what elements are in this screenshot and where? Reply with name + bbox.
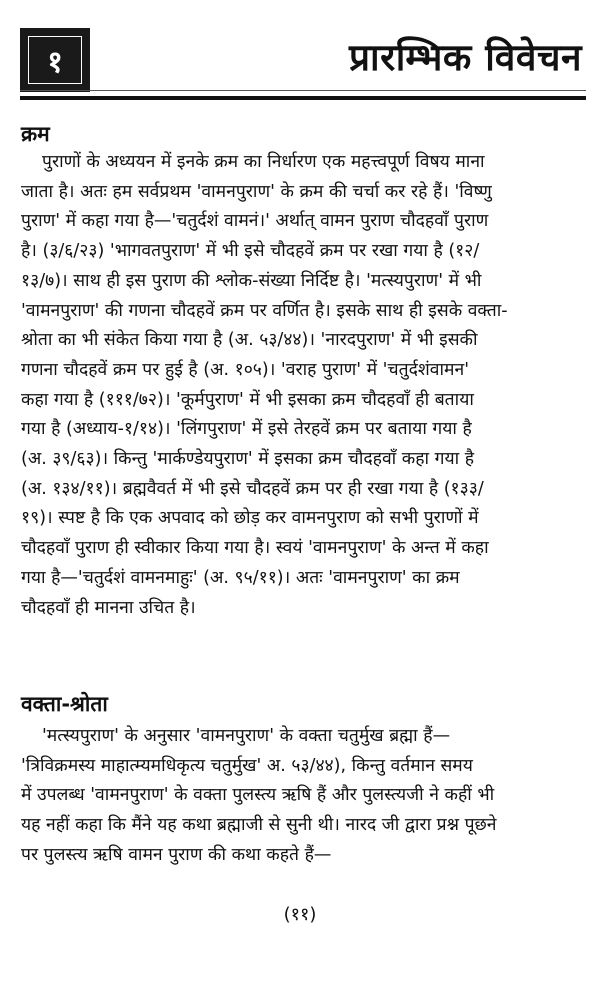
- paragraph-line: चौदहवाँ पुराण ही स्वीकार किया गया है। स्वयं 'वामनपुराण' के अन्त में कहा: [21, 538, 489, 559]
- section-body-krama: [21, 148, 588, 623]
- paragraph-line: 'वामनपुराण' की गणना चौदहवें क्रम पर वर्णित है। इसके साथ ही इसके वक्ता-: [21, 300, 508, 321]
- section-heading-vakta-shrota: वक्ता-श्रोता: [21, 692, 108, 716]
- section-heading-krama: क्रम: [21, 122, 50, 146]
- paragraph-line: (अ. ३९/६३)। किन्तु 'मार्कण्डेयपुराण' में इसका क्रम चौदहवाँ कहा गया है: [21, 449, 474, 470]
- paragraph-line: गणना चौदहवें क्रम पर हुई है (अ. १०५)। 'वराह पुराण' में 'चतुर्दशंवामन': [21, 359, 470, 380]
- paragraph-line: पुराणों के अध्ययन में इनके क्रम का निर्धारण एक महत्त्वपूर्ण विषय माना: [42, 152, 485, 172]
- page-number: (११): [283, 904, 317, 925]
- paragraph-line: (अ. १३४/११)। ब्रह्मवैवर्त में भी इसे चौदहवें क्रम पर ही रखा गया है (१३३/: [21, 478, 484, 499]
- header-divider: [20, 96, 586, 100]
- paragraph-line: 'त्रिविक्रमस्य माहात्म्यमधिकृत्य चतुर्मुख' अ. ५३/४४), किन्तु वर्तमान समय: [21, 755, 473, 776]
- paragraph-line: गया है (अध्याय-१/१४)। 'लिंगपुराण' में इसे तेरहवें क्रम पर बताया गया है: [21, 419, 472, 440]
- chapter-title: प्रारम्भिक विवेचन: [348, 36, 582, 79]
- paragraph-line: में उपलब्ध 'वामनपुराण' के वक्ता पुलस्त्य ऋषि हैं और पुलस्त्यजी ने कहीं भी: [21, 785, 495, 806]
- paragraph-line: १९)। स्पष्ट है कि एक अपवाद को छोड़ कर वामनपुराण को सभी पुराणों में: [21, 508, 479, 529]
- page-header: [20, 20, 586, 100]
- chapter-number: १: [28, 36, 82, 84]
- header-divider-thin: [20, 90, 586, 91]
- paragraph-line: चौदहवाँ ही मानना उचित है।: [21, 597, 196, 618]
- paragraph-line: है। (३/६/२३) 'भागवतपुराण' में भी इसे चौदहवें क्रम पर रखा गया है (१२/: [21, 241, 480, 262]
- paragraph-line: जाता है। अतः हम सर्वप्रथम 'वामनपुराण' के क्रम की चर्चा कर रहे हैं। 'विष्णु: [21, 181, 492, 202]
- paragraph-line: पर पुलस्त्य ऋषि वामन पुराण की कथा कहते हैं—: [21, 844, 332, 865]
- chapter-number-badge: [20, 28, 90, 92]
- paragraph-line: श्रोता का भी संकेत किया गया है (अ. ५३/४४)। 'नारदपुराण' में भी इसकी: [21, 330, 478, 351]
- paragraph-line: यह नहीं कहा कि मैंने यह कथा ब्रह्माजी से सुनी थी। नारद जी द्वारा प्रश्न पूछने: [21, 815, 497, 836]
- paragraph-line: 'मत्स्यपुराण' के अनुसार 'वामनपुराण' के वक्ता चतुर्मुख ब्रह्मा हैं—: [42, 726, 451, 746]
- section-body-vakta-shrota: [21, 722, 588, 871]
- paragraph-line: पुराण' में कहा गया है—'चतुर्दशं वामनं।' अर्थात् वामन पुराण चौदहवाँ पुराण: [21, 211, 489, 232]
- paragraph-line: गया है—'चतुर्दशं वामनमाहुः' (अ. ९५/११)। अतः 'वामनपुराण' का क्रम: [21, 567, 460, 588]
- paragraph-line: कहा गया है (१११/७२)। 'कूर्मपुराण' में भी इसका क्रम चौदहवाँ ही बताया: [21, 389, 474, 410]
- paragraph-line: १३/७)। साथ ही इस पुराण की श्लोक-संख्या निर्दिष्ट है। 'मत्स्यपुराण' में भी: [21, 270, 482, 291]
